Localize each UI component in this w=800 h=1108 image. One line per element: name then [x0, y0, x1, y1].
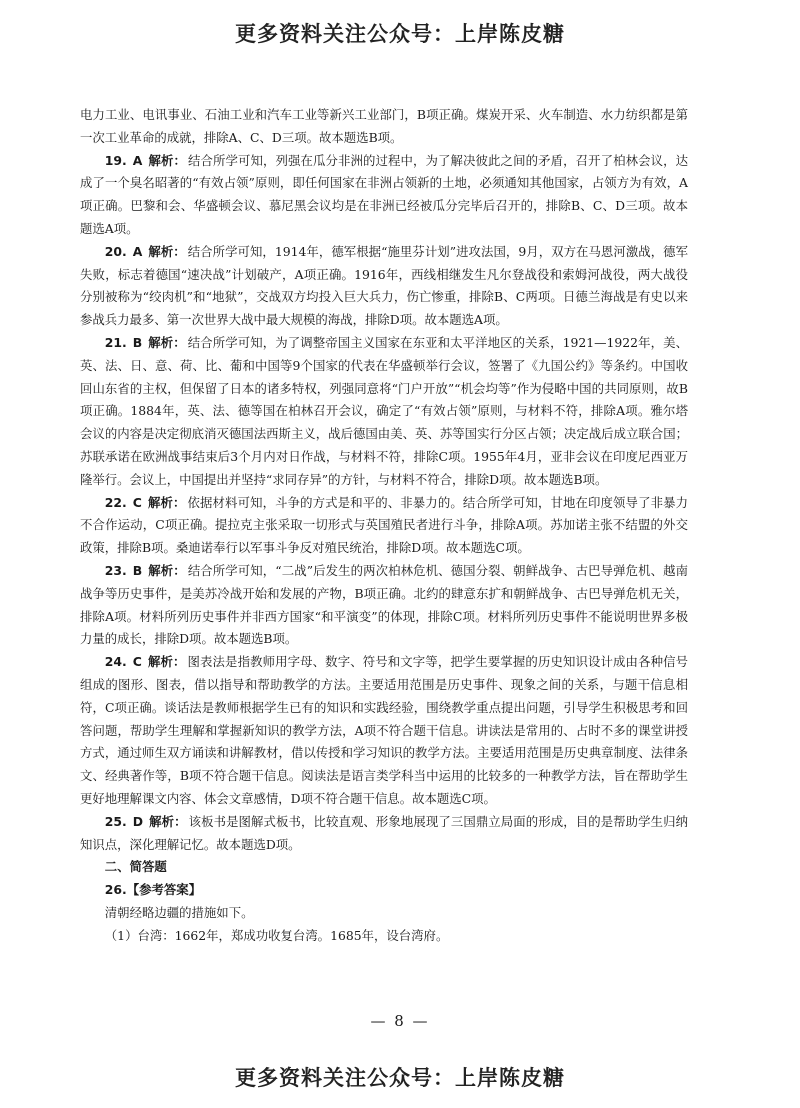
answer-23: 23. B 解析： 结合所学可知，“二战”后发生的两次柏林危机、德国分裂、朝鲜战争、古巴导弹危机、越南战争等历史事件，是美苏冷战开始和发展的产物，B项正确。北约的肆意东扩和朝鲜战争、古巴导弹危机无关，排除A项。材料所列历史事件并非西方国家“和平演变”的体现，排除C项。材料所列历史事件不能说明世界多极力量的成长，排除D项。故本题选B项。 — [80, 562, 689, 647]
answer-25: 25. D 解析： 该板书是图解式板书，比较直观、形象地展现了三国鼎立局面的形成，目的是帮助学生归纳知识点，深化理解记忆。故本题选D项。 — [80, 813, 689, 852]
question-26-heading: 26.【参考答案】 — [104, 882, 202, 898]
answer-22: 22. C 解析： 依据材料可知，斗争的方式是和平的、非暴力的。结合所学可知，甘地在印度领导了非暴力不合作运动，C项正确。提拉克主张采取一切形式与英国殖民者进行斗争，排除A项。苏加诺主张不结盟的外交政策，排除B项。桑迪诺奉行以军事斗争反对殖民统治，排除D项。故本题选C项。 — [80, 494, 689, 556]
header-banner: 更多资料关注公众号：上岸陈皮糖 — [235, 22, 565, 46]
section-heading: 二、简答题 — [104, 859, 167, 875]
answer-21: 21. B 解析： 结合所学可知，为了调整帝国主义国家在东亚和太平洋地区的关系，1921—1922年，美、英、法、日、意、荷、比、葡和中国等9个国家的代表在华盛顿举行会议，签署了《九国公约》等条约。中国收回山东省的主权，但保留了日本的诸多特权，列强同意将“门户开放”“机会均等”作为侵略中国的共同原则，故B项正确。1884年，英、法、德等国在柏林召开会议，确定了“有效占领”原则，与材料不符，排除A项。雅尔塔会议的内容是决定彻底消灭德国法西斯主义，战后德国由美、英、苏等国实行分区占领；决定战后成立联合国；苏联承诺在欧洲战事结束后3个月内对日作战，与材料不符，排除C项。1955年4月，亚非会议在印度尼西亚万隆举行。会议上，中国提出并坚持“求同存异”的方针，与材料不符合，排除D项。故本题选B项。 — [80, 334, 689, 487]
page-body — [80, 104, 688, 947]
answer-19: 19. A 解析： 结合所学可知，列强在瓜分非洲的过程中，为了解决彼此之间的矛盾，召开了柏林会议，达成了一个臭名昭著的“有效占领”原则，即任何国家在非洲占领新的土地，必须通知其他国家，占领方为有效，A项正确。巴黎和会、华盛顿会议、慕尼黑会议均是在非洲已经被瓜分完毕后召开的，排除B、C、D三项。故本题选A项。 — [80, 152, 689, 236]
intro-paragraph: 电力工业、电讯事业、石油工业和汽车工业等新兴工业部门，B项正确。煤炭开采、火车制造、水力纺织都是第一次工业革命的成就，排除A、C、D三项。故本题选B项。 — [80, 107, 688, 145]
question-26-intro: 清朝经略边疆的措施如下。 — [104, 904, 254, 920]
question-26-item-1: （1）台湾：1662年，郑成功收复台湾。1685年，设台湾府。 — [104, 927, 449, 943]
answer-24: 24. C 解析： 图表法是指教师用字母、数字、符号和文字等，把学生要掌握的历史知识设计成由各种信号组成的图形、图表，借以指导和帮助教学的方法。主要适用范围是历史事件、现象之间的关系，与题干信息相符，C项正确。谈话法是教师根据学生已有的知识和实践经验，围绕教学重点提出问题，引导学生积极思考和回答问题，帮助学生理解和掌握新知识的教学方法，A项不符合题干信息。讲读法是常用的、占时不多的课堂讲授方式，通过师生双方诵读和讲解教材，借以传授和学习知识的教学方法。主要适用范围是历史典章制度、法律条文、经典著作等，B项不符合题干信息。阅读法是语言类学科当中运用的比较多的一种教学方法，旨在帮助学生更好地理解课文内容、体会文章感情，D项不符合题干信息。故本题选C项。 — [80, 654, 689, 806]
answer-20: 20. A 解析： 结合所学可知，1914年，德军根据“施里芬计划”进攻法国，9月，双方在马恩河激战，德军失败，标志着德国“速决战”计划破产，A项正确。1916年，西线相继发生凡尔登战役和索姆河战役，两大战役分别被称为“绞肉机”和“地狱”，交战双方均投入巨大兵力，伤亡惨重，排除B、C两项。日德兰海战是有史以来参战兵力最多、第一次世界大战中最大规模的海战，排除D项。故本题选A项。 — [80, 243, 688, 328]
footer-banner: 更多资料关注公众号：上岸陈皮糖 — [235, 1066, 565, 1090]
page-number: — 8 — — [370, 1012, 430, 1030]
